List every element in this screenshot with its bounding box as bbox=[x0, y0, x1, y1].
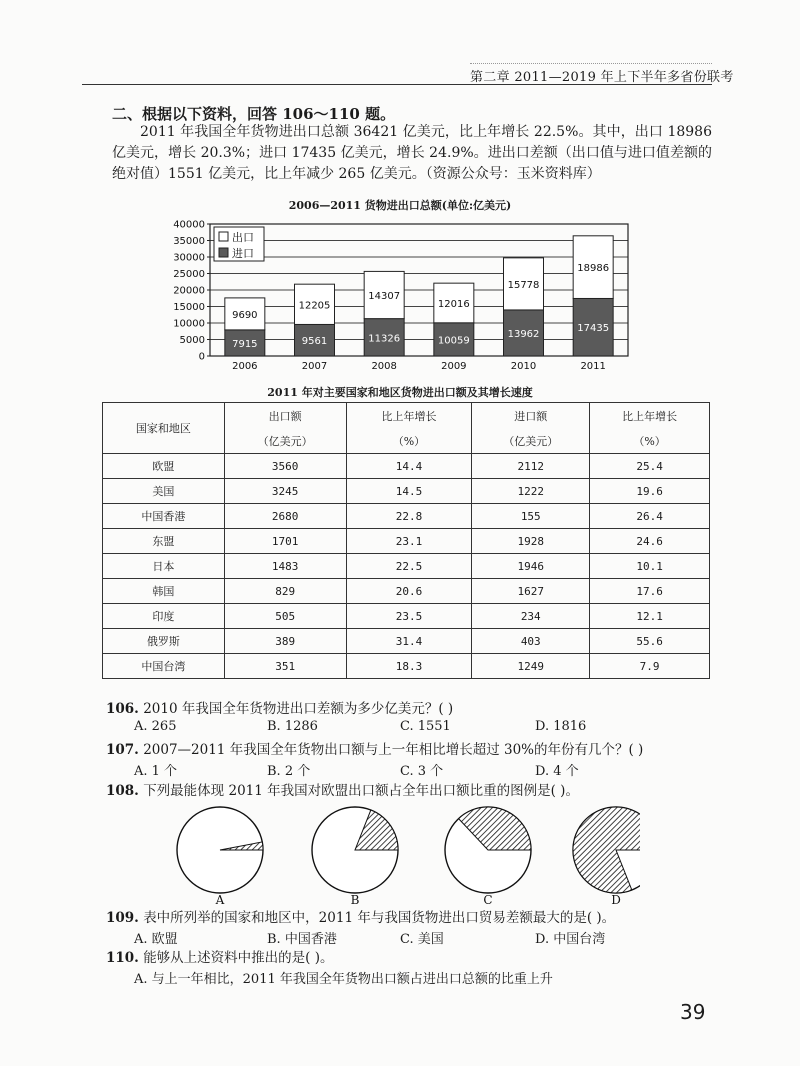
table-row bbox=[103, 654, 710, 679]
table-cell: 22.5 bbox=[346, 554, 472, 579]
legend-swatch-export bbox=[219, 232, 228, 241]
x-tick-label: 2008 bbox=[371, 361, 397, 372]
data-label-import: 10059 bbox=[437, 335, 470, 347]
table-cell: 389 bbox=[224, 629, 346, 654]
table-cell: 中国香港 bbox=[103, 504, 225, 529]
pie-options bbox=[160, 800, 640, 910]
question-108 bbox=[106, 779, 579, 799]
table-cell: 美国 bbox=[103, 479, 225, 504]
y-tick-label: 25000 bbox=[173, 269, 205, 280]
table-cell: 14.5 bbox=[346, 479, 472, 504]
table-cell: 17.6 bbox=[590, 579, 710, 604]
table-cell: 俄罗斯 bbox=[103, 629, 225, 654]
table-header-row bbox=[103, 403, 710, 429]
option[interactable]: D. 4 个 bbox=[535, 764, 579, 779]
table-row bbox=[103, 504, 710, 529]
table-cell: 3245 bbox=[224, 479, 346, 504]
chart-legend bbox=[214, 227, 264, 261]
data-label-import: 13962 bbox=[507, 328, 540, 340]
table-row bbox=[103, 454, 710, 479]
option[interactable]: A. 1 个 bbox=[134, 764, 178, 779]
table-cell: 2680 bbox=[224, 504, 346, 529]
data-label-export: 12016 bbox=[437, 298, 470, 310]
question-text: 2010 年我国全年货物进出口差额为多少亿美元？( ) bbox=[143, 701, 454, 717]
table-row bbox=[103, 529, 710, 554]
table-unit: （%） bbox=[590, 428, 710, 454]
table-row bbox=[103, 479, 710, 504]
option[interactable]: C. 1551 bbox=[400, 719, 451, 734]
table-cell: 23.1 bbox=[346, 529, 472, 554]
table-cell: 23.5 bbox=[346, 604, 472, 629]
data-label-import: 7915 bbox=[232, 338, 258, 350]
pie-option-label: A bbox=[215, 893, 225, 907]
y-tick-label: 15000 bbox=[173, 302, 205, 313]
data-label-export: 14307 bbox=[368, 291, 401, 303]
table-cell: 中国台湾 bbox=[103, 654, 225, 679]
import-export-bar-chart bbox=[150, 214, 640, 384]
table-header-export-growth: 比上年增长 bbox=[346, 403, 472, 429]
table-cell: 20.6 bbox=[346, 579, 472, 604]
x-tick-label: 2007 bbox=[301, 361, 328, 372]
question-text: 表中所列举的国家和地区中，2011 年与我国货物进出口贸易差额最大的是( )。 bbox=[143, 910, 616, 926]
table-cell: 829 bbox=[224, 579, 346, 604]
table-row bbox=[103, 629, 710, 654]
data-label-export: 9690 bbox=[232, 309, 258, 321]
table-unit: （亿美元） bbox=[224, 428, 346, 454]
table-cell: 19.6 bbox=[590, 479, 710, 504]
running-header: 第二章 2011—2019 年上下半年多省份联考 bbox=[470, 70, 734, 85]
x-tick-label: 2006 bbox=[232, 361, 258, 372]
table-cell: 351 bbox=[224, 654, 346, 679]
table-cell: 55.6 bbox=[590, 629, 710, 654]
table-cell: 东盟 bbox=[103, 529, 225, 554]
question-number: 107. bbox=[106, 742, 139, 758]
data-label-import: 17435 bbox=[577, 323, 610, 335]
question-text: 2007—2011 年我国全年货物出口额与上一年相比增长超过 30%的年份有几个？( ) bbox=[143, 742, 644, 758]
question-number: 106. bbox=[106, 701, 139, 717]
table-title: 2011 年对主要国家和地区货物进出口额及其增长速度 bbox=[267, 386, 533, 399]
table-cell: 234 bbox=[472, 604, 590, 629]
option[interactable]: B. 中国香港 bbox=[267, 932, 337, 947]
table-cell: 3560 bbox=[224, 454, 346, 479]
table-cell: 1946 bbox=[472, 554, 590, 579]
data-label-import: 11326 bbox=[368, 333, 401, 345]
table-cell: 25.4 bbox=[590, 454, 710, 479]
y-tick-label: 0 bbox=[198, 351, 205, 363]
data-label-export: 18986 bbox=[577, 263, 610, 275]
table-cell: 26.4 bbox=[590, 504, 710, 529]
table-header-export: 出口额 bbox=[224, 403, 346, 429]
option[interactable]: A. 265 bbox=[134, 719, 177, 734]
x-tick-label: 2009 bbox=[441, 361, 467, 372]
y-tick-label: 10000 bbox=[173, 318, 205, 330]
legend-swatch-import bbox=[219, 248, 228, 257]
table-cell: 10.1 bbox=[590, 554, 710, 579]
table-header-import: 进口额 bbox=[472, 403, 590, 429]
table-cell: 22.8 bbox=[346, 504, 472, 529]
question-106 bbox=[106, 697, 453, 717]
option[interactable]: D. 中国台湾 bbox=[535, 932, 606, 947]
option[interactable]: C. 美国 bbox=[400, 932, 444, 947]
table-cell: 14.4 bbox=[346, 454, 472, 479]
table-cell: 12.1 bbox=[590, 604, 710, 629]
table-cell: 155 bbox=[472, 504, 590, 529]
table-cell: 1627 bbox=[472, 579, 590, 604]
legend-label-import: 进口 bbox=[232, 247, 254, 260]
table-cell: 韩国 bbox=[103, 579, 225, 604]
y-tick-label: 5000 bbox=[179, 335, 205, 346]
material-paragraph: 2011 年我国全年货物进出口总额 36421 亿美元，比上年增长 22.5%。其中，出口 18986 亿美元，增长 20.3%；进口 17435 亿美元，增长 24.9%。进出口差额（出口值与进口值差额的绝对值）1551 亿美元，比上年减少 265 亿美元。（资源公众号：玉米资料库） bbox=[112, 124, 712, 182]
option[interactable]: B. 1286 bbox=[267, 719, 318, 734]
table-cell: 18.3 bbox=[346, 654, 472, 679]
question-109 bbox=[106, 906, 615, 926]
table-cell: 31.4 bbox=[346, 629, 472, 654]
table-cell: 1222 bbox=[472, 479, 590, 504]
legend-label-export: 出口 bbox=[232, 231, 254, 244]
question-number: 108. bbox=[106, 783, 139, 799]
option[interactable]: B. 2 个 bbox=[267, 764, 311, 779]
y-tick-label: 40000 bbox=[173, 219, 205, 231]
table-cell: 505 bbox=[224, 604, 346, 629]
x-tick-label: 2011 bbox=[580, 361, 606, 372]
y-tick-label: 20000 bbox=[173, 285, 205, 297]
table-cell: 日本 bbox=[103, 554, 225, 579]
option[interactable]: A. 欧盟 bbox=[134, 932, 178, 947]
table-cell: 2112 bbox=[472, 454, 590, 479]
table-cell: 7.9 bbox=[590, 654, 710, 679]
question-110 bbox=[106, 946, 334, 966]
table-cell: 1701 bbox=[224, 529, 346, 554]
table-row bbox=[103, 604, 710, 629]
table-cell: 1928 bbox=[472, 529, 590, 554]
question-number: 109. bbox=[106, 910, 139, 926]
header-dotted-line bbox=[470, 63, 712, 64]
option[interactable]: C. 3 个 bbox=[400, 764, 444, 779]
table-row bbox=[103, 554, 710, 579]
data-label-export: 15778 bbox=[507, 279, 540, 291]
section-title: 二、根据以下资料，回答 106～110 题。 bbox=[112, 105, 396, 123]
header-rule bbox=[82, 84, 712, 85]
x-tick-label: 2010 bbox=[510, 361, 537, 372]
chart-title: 2006—2011 货物进出口总额(单位:亿美元) bbox=[288, 199, 512, 212]
page-number: 39 bbox=[680, 1000, 706, 1024]
question-text: 下列最能体现 2011 年我国对欧盟出口额占全年出口额比重的图例是( )。 bbox=[143, 783, 579, 799]
question-number: 110. bbox=[106, 950, 139, 966]
y-tick-label: 35000 bbox=[173, 236, 205, 247]
data-label-import: 9561 bbox=[301, 336, 328, 348]
table-cell: 1249 bbox=[472, 654, 590, 679]
pie-option-label: C bbox=[483, 893, 493, 907]
table-cell: 24.6 bbox=[590, 529, 710, 554]
pie-option-label: B bbox=[350, 893, 360, 907]
trade-table bbox=[102, 402, 710, 679]
question-text: 能够从上述资料中推出的是( )。 bbox=[143, 950, 334, 966]
pie-option-label: D bbox=[611, 893, 621, 907]
data-label-export: 12205 bbox=[298, 300, 331, 312]
table-cell: 印度 bbox=[103, 604, 225, 629]
table-cell: 1483 bbox=[224, 554, 346, 579]
table-cell: 403 bbox=[472, 629, 590, 654]
table-unit: （亿美元） bbox=[472, 428, 590, 454]
question-107 bbox=[106, 738, 643, 758]
option[interactable]: D. 1816 bbox=[535, 719, 587, 734]
table-row bbox=[103, 579, 710, 604]
table-cell: 欧盟 bbox=[103, 454, 225, 479]
y-tick-label: 30000 bbox=[173, 252, 205, 264]
table-header-region: 国家和地区 bbox=[103, 403, 225, 454]
table-unit: （%） bbox=[346, 428, 472, 454]
table-header-import-growth: 比上年增长 bbox=[590, 403, 710, 429]
option[interactable]: A. 与上一年相比，2011 年我国全年货物出口额占进出口总额的比重上升 bbox=[134, 972, 553, 987]
